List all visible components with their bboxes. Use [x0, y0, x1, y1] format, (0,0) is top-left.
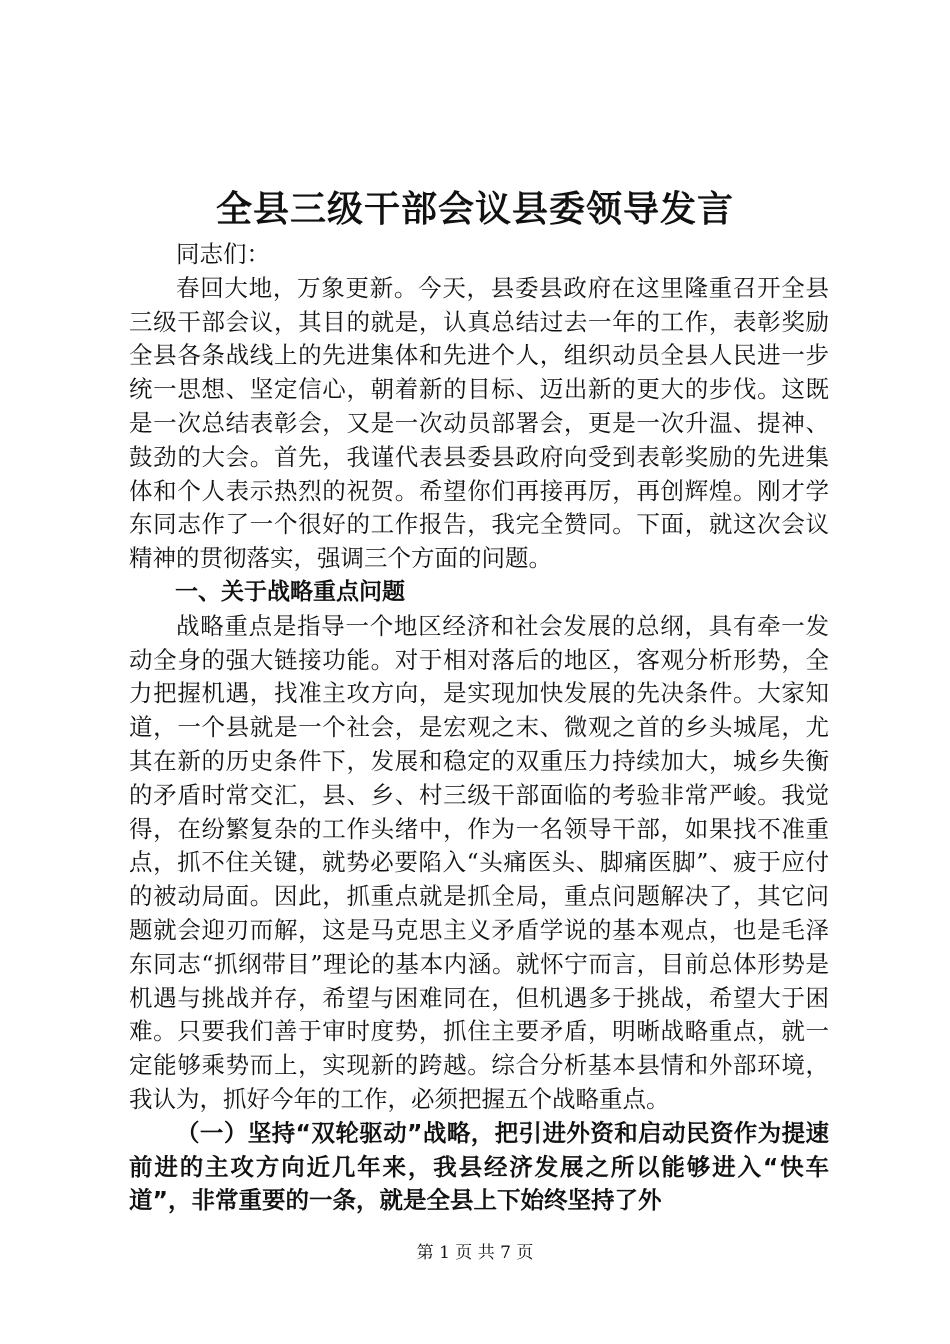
- section-paragraph: 战略重点是指导一个地区经济和社会发展的总纲，具有牵一发动全身的强大链接功能。对于相对落后的地区，客观分析形势，全力把握机遇，找准主攻方向，是实现加快发展的先决条件。大家知道，一个县就是一个社会，是宏观之末、微观之首的乡头城尾，尤其在新的历史条件下，发展和稳定的双重压力持续加大，城乡失衡的矛盾时常交汇，县、乡、村三级干部面临的考验非常严峻。我觉得，在纷繁复杂的工作头绪中，作为一名领导干部，如果找不准重点，抓不住关键，就势必要陷入“头痛医头、脚痛医脚”、疲于应付的被动局面。因此，抓重点就是抓全局，重点问题解决了，其它问题就会迎刃而解，这是马克思主义矛盾学说的基本观点，也是毛泽东同志“抓纲带目”理论的基本内涵。就怀宁而言，目前总体形势是机遇与挑战并存，希望与困难同在，但机遇多于挑战，希望大于困难。只要我们善于审时度势，抓住主要矛盾，明晰战略重点，就一定能够乘势而上，实现新的跨越。综合分析基本县情和外部环境，我认为，抓好今年的工作，必须把握五个战略重点。: [129, 611, 829, 1113]
- document-body: [129, 238, 829, 1218]
- section-heading: 一、关于战略重点问题: [175, 578, 405, 605]
- page-number-footer: 第 1 页 共 7 页: [416, 1243, 534, 1263]
- intro-paragraph: 春回大地，万象更新。今天，县委县政府在这里隆重召开全县三级干部会议，其目的就是，认真总结过去一年的工作，表彰奖励全县各条战线上的先进集体和先进个人，组织动员全县人民进一步统一思想、坚定信心，朝着新的目标、迈出新的更大的步伐。这既是一次总结表彰会，又是一次动员部署会，更是一次升温、提神、鼓劲的大会。首先，我谨代表县委县政府向受到表彰奖励的先进集体和个人表示热烈的祝贺。希望你们再接再厉，再创辉煌。刚才学东同志作了一个很好的工作报告，我完全赞同。下面，就这次会议精神的贯彻落实，强调三个方面的问题。: [129, 273, 829, 573]
- subsection-paragraph: （一）坚持“双轮驱动”战略，把引进外资和启动民资作为提速前进的主攻方向近几年来，我县经济发展之所以能够进入“快车道”，非常重要的一条，就是全县上下始终坚持了外: [129, 1118, 829, 1215]
- document-title: 全县三级干部会议县委领导发言: [215, 189, 734, 230]
- salutation-paragraph: 同志们：: [176, 240, 270, 268]
